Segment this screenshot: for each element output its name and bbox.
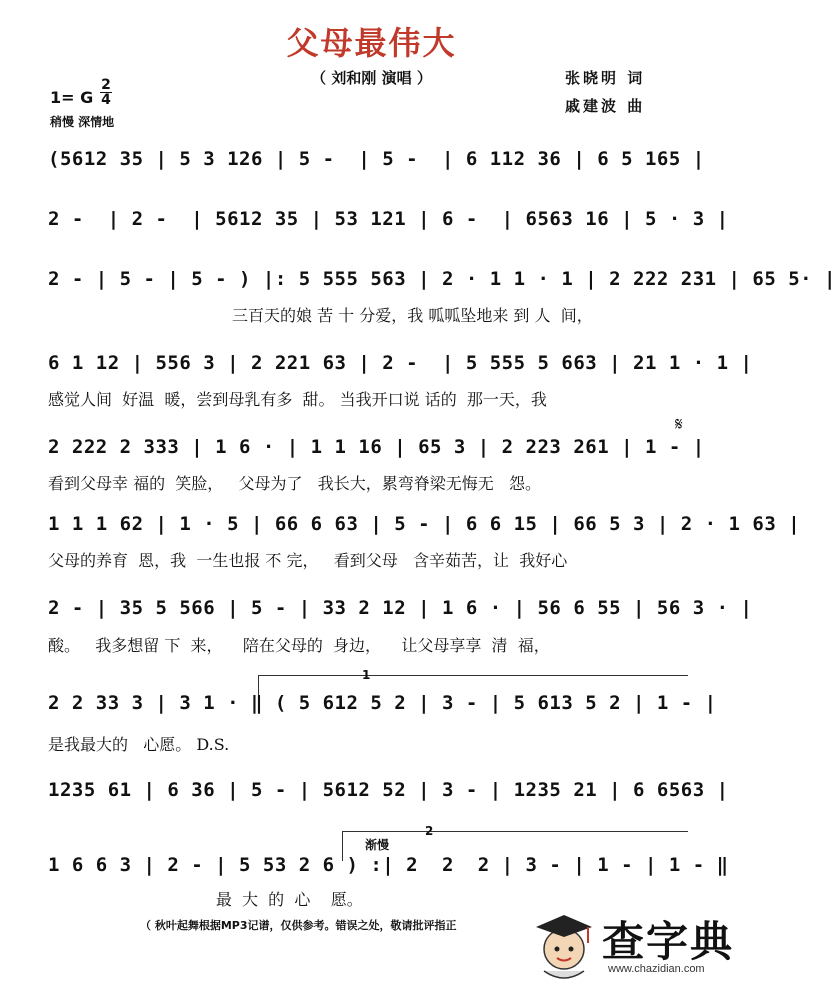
lyrics-row-4: 感觉人间 好温 暖，尝到母乳有多 甜。 当我开口说 话的 那一天，我 — [48, 390, 547, 409]
segno-sign: 𝄋 — [675, 414, 683, 435]
score-row-9: 1235 61 | 6 36 | 5 - | 5612 52 | 3 - | 1235 21 | 6 6563 | — [48, 779, 729, 801]
score-row-2: 2 - | 2 - | 5612 35 | 53 121 | 6 - | 6563 16 | 5 · 3 | — [48, 208, 729, 230]
transcription-footnote: （ 秋叶起舞根据MP3记谱，仅供参考。错误之处，敬请批评指正 — [140, 919, 457, 932]
lyricist-credit: 张晓明 词 — [565, 69, 646, 87]
lyrics-row-7: 酸。 我多想留 下 来， 陪在父母的 身边， 让父母享享 清 福， — [48, 636, 550, 655]
first-ending-line — [258, 675, 688, 676]
score-row-8: 2 2 33 3 | 3 1 · ‖ ( 5 612 5 2 | 3 - | 5 613 5 2 | 1 - | — [48, 692, 717, 714]
score-row-5: 2 222 2 333 | 1 6 · | 1 1 16 | 65 3 | 2 223 261 | 1 - | — [48, 436, 705, 458]
time-signature — [100, 78, 112, 107]
composer-credit: 戚建波 曲 — [565, 97, 646, 115]
song-title: 父母最伟大 — [286, 24, 457, 62]
score-row-4: 6 1 12 | 556 3 | 2 221 63 | 2 - | 5 555 5 663 | 21 1 · 1 | — [48, 352, 753, 374]
score-row-7: 2 - | 35 5 566 | 5 - | 33 2 12 | 1 6 · | 56 6 55 | 56 3 · | — [48, 597, 753, 619]
key-signature: 1= G — [50, 88, 94, 107]
time-signature-bottom: 4 — [101, 92, 111, 108]
lyrics-row-3: 三百天的娘 苦 十 分爱，我 呱呱坠地来 到 人 间， — [232, 306, 593, 325]
lyrics-row-6: 父母的养育 恩，我 一生也报 不 完， 看到父母 含辛茹苦，让 我好心 — [48, 551, 568, 570]
second-ending-line — [342, 831, 688, 832]
scholar-mascot-icon — [530, 905, 600, 983]
score-row-3: 2 - | 5 - | 5 - ) |: 5 555 563 | 2 · 1 1 · 1 | 2 222 231 | 65 5· | — [48, 268, 836, 290]
tempo-marking: 稍慢 深情地 — [50, 115, 115, 129]
score-row-6: 1 1 1 62 | 1 · 5 | 66 6 63 | 5 - | 6 6 15 | 66 5 3 | 2 · 1 63 | — [48, 513, 801, 535]
lyrics-row-5: 看到父母幸 福的 笑脸， 父母为了 我长大，累弯脊梁无悔无 怨。 — [48, 474, 542, 493]
first-ending-number: 1 — [362, 668, 371, 682]
gradual-slow-mark: 渐慢 — [365, 838, 390, 852]
watermark-logo — [530, 905, 740, 985]
score-row-1: (5612 35 | 5 3 126 | 5 - | 5 - | 6 112 36 | 6 5 165 | — [48, 148, 705, 170]
time-signature-top: 2 — [101, 77, 111, 93]
watermark-text: 查字典 — [602, 917, 735, 966]
score-row-10: 1 6 6 3 | 2 - | 5 53 2 6 ) :| 2 2 2 | 3 - | 1 - | 1 - ‖ — [48, 854, 729, 876]
performer-credit: （ 刘和刚 演唱 ） — [311, 69, 432, 87]
lyrics-row-10: 最 大 的 心 愿。 — [48, 890, 363, 909]
second-ending-number: 2 — [425, 824, 434, 838]
watermark-url: www.chazidian.com — [608, 963, 705, 975]
lyrics-row-8: 是我最大的 心愿。 D.S. — [48, 735, 230, 754]
